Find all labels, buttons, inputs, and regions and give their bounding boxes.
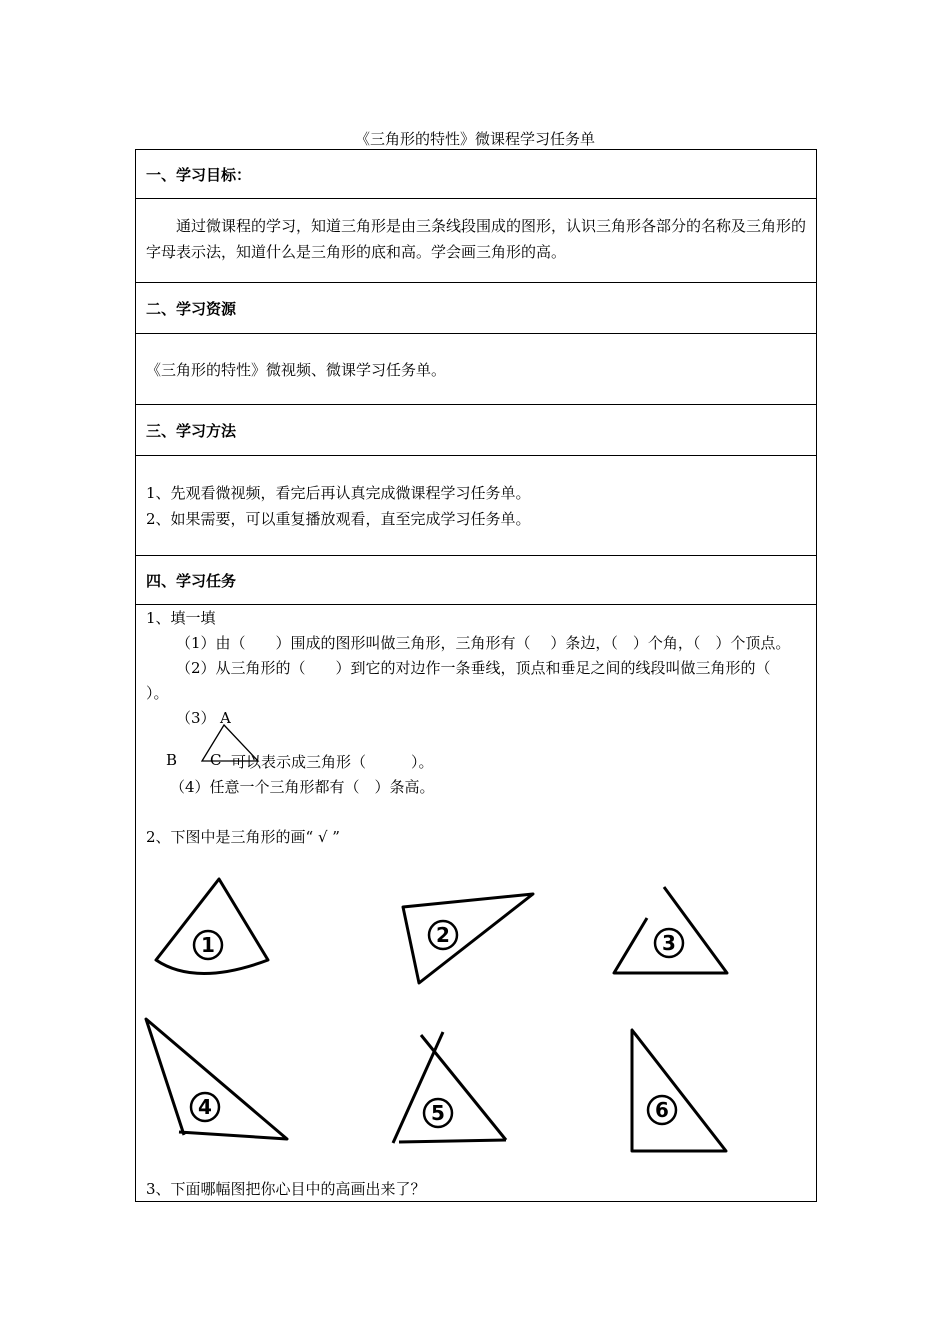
resource-text: 《三角形的特性》微视频、微课学习任务单。 [146,360,447,379]
goal-heading-cell [136,150,817,199]
figure-6-number: 6 [655,1098,669,1122]
task-body-cell [136,605,817,1202]
method-heading-cell [136,405,817,456]
figure-3-open-triangle [611,885,741,989]
q1-title: 1、填一填 [146,609,216,627]
q1-item-3-text: 可以表示成三角形（ ）。 [231,753,434,771]
task-sheet-table [135,149,817,1202]
goal-text-cell [136,199,817,283]
method-heading: 三、学习方法 [146,421,237,440]
figure-2-triangle [401,890,541,994]
vertex-a-label: A [220,709,231,727]
resource-heading-cell [136,283,817,334]
method-line-1: 1、先观看微视频，看完后再认真完成微课程学习任务单。 [146,484,531,502]
q1-item-1: （1）由（ ）围成的图形叫做三角形，三角形有（ ）条边，（ ）个角，（ ）个顶点。 [176,634,791,652]
figure-3-number: 3 [662,931,676,955]
resource-heading: 二、学习资源 [146,299,237,318]
figure-4-triangle [144,1015,294,1149]
method-line-2: 2、如果需要，可以重复播放观看，直至完成学习任务单。 [146,510,531,528]
vertex-c-label: C [210,751,222,769]
q1-item-2-line-a: （2）从三角形的（ ）到它的对边作一条垂线，顶点和垂足之间的线段叫做三角形的（ [176,659,771,677]
q2-text: 2、下图中是三角形的画“ √ ” [146,828,340,846]
figure-1-number: 1 [201,933,215,957]
figure-2-number: 2 [436,923,450,947]
goal-text: 通过微课程的学习，知道三角形是由三条线段围成的图形，认识三角形各部分的名称及三角形的字母表示法，知道什么是三角形的底和高。学会画三角形的高。 [146,217,807,261]
figure-5-number: 5 [431,1101,445,1125]
q1-item-2-line-b: ）。 [146,684,169,702]
q1-item-4: （4）任意一个三角形都有（ ）条高。 [170,778,435,796]
q3-text: 3、下面哪幅图把你心目中的高画出来了？ [146,1180,426,1198]
goal-heading: 一、学习目标： [146,165,252,184]
vertex-b-label: B [166,751,178,769]
task-body [136,605,816,1201]
figure-6-right-triangle [629,1027,739,1161]
task-heading: 四、学习任务 [146,571,237,590]
resource-text-cell [136,334,817,405]
task-heading-cell [136,556,817,605]
figure-1-sector [151,875,271,989]
page-title: 《三角形的特性》微课程学习任务单 [354,130,595,148]
figure-4-number: 4 [198,1095,212,1119]
figure-5-crossed-triangle [391,1030,511,1154]
method-text-cell [136,456,817,556]
q1-item-3-label: （3） [176,709,216,727]
